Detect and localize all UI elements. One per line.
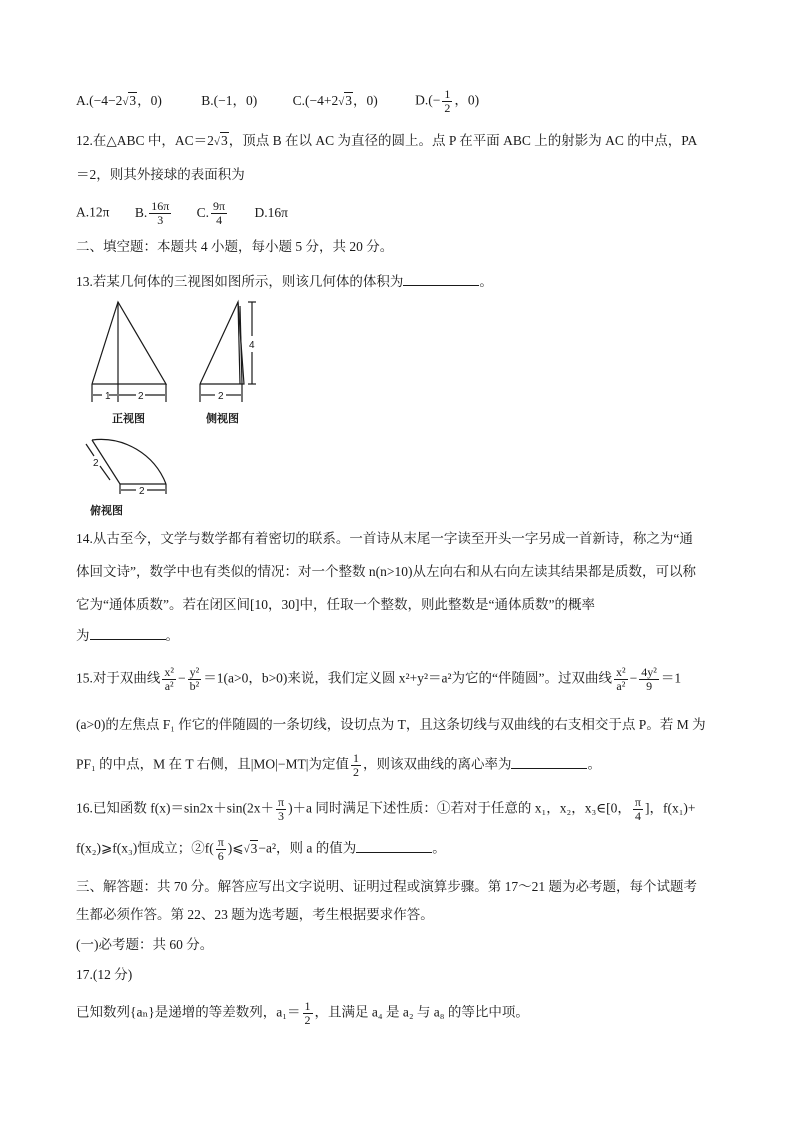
q14-line1: 14.从古至今，文学与数学都有着密切的联系。一首诗从末尾一字读至开头一字另成一首新诗，称之为“通: [76, 531, 693, 546]
q12-option-b: B. $\frac{16\pi}{3}$: [134, 199, 170, 227]
front-view-figure: [88, 296, 170, 408]
q12-option-d: D.16π: [254, 204, 288, 220]
q16-line2: f(x₂)⩾f(x₃)恒成立；②f( $\frac{\pi}{6}$ )⩽√3−a²，则 a 的值为 。: [76, 835, 446, 863]
top-view-figure: [78, 428, 172, 498]
side-view-figure: [196, 296, 268, 408]
q11-option-b: B.(−1，0): [201, 92, 258, 108]
q15-answer-blank: [511, 755, 587, 769]
q14-line3: 它为“通体质数”。若在闭区间[10，30]中，任取一个整数，则此整数是“通体质数”的概率: [76, 597, 595, 612]
q13-text: 13.若某几何体的三视图如图所示，则该几何体的体积为 。: [76, 274, 493, 289]
top-view-label: 俯视图: [90, 505, 123, 517]
top-slant-dim: 2: [93, 458, 99, 469]
front-view-label: 正视图: [112, 413, 145, 425]
q14-line2: 体回文诗”，数学中也有类似的情况：对一个整数 n(n>10)从左向右和从右向左读其结果都是质数，可以称: [76, 564, 696, 579]
section-2-heading: 二、填空题：本题共 4 小题，每小题 5 分，共 20 分。: [76, 239, 394, 254]
q17-heading: 17.(12 分): [76, 967, 133, 982]
q12-line1: 12.在△ABC 中，AC＝2√3，顶点 B 在以 AC 为直径的圆上。点 P 在平面 ABC 上的射影为 AC 的中点，PA: [76, 133, 698, 148]
q12-line2: ＝2，则其外接球的表面积为: [76, 167, 245, 182]
side-view-label: 侧视图: [206, 413, 239, 425]
top-bottom-dim: 2: [139, 486, 145, 497]
q11-option-a: A.(−4−2√3，0): [76, 92, 162, 108]
front-right-dim: 2: [138, 391, 144, 402]
q12-options: [76, 200, 288, 227]
q15-line3: PF₁ 的中点，M 在 T 右侧，且|MO|−MT|为定值 $\frac{1}{2}$ ，则该双曲线的离心率为 。: [76, 751, 601, 779]
side-height-dim: 4: [249, 340, 255, 351]
section-3-line1: 三、解答题：共 70 分。解答应写出文字说明、证明过程或演算步骤。第 17～21 题为必考题，每个试题考: [76, 879, 697, 894]
q15-line2: (a>0)的左焦点 F₁ 作它的伴随圆的一条切线，设切点为 T，且这条切线与双曲线的右支相交于点 P。若 M 为: [76, 717, 706, 732]
q13-answer-blank: [403, 272, 479, 286]
q12-option-a: A.12π: [76, 204, 110, 220]
q17-text: 已知数列{aₙ}是递增的等差数列，a₁＝ $\frac{1}{2}$ ，且满足 a₄ 是 a₂ 与 a₈ 的等比中项。: [76, 999, 529, 1027]
front-left-dim: 1: [105, 391, 111, 402]
required-questions-heading: (一)必考题：共 60 分。: [76, 937, 214, 952]
q11-option-c: C.(−4+2√3，0): [292, 92, 378, 108]
q11-options: [76, 88, 479, 115]
q14-answer-blank: [90, 626, 166, 640]
q16-answer-blank: [356, 839, 432, 853]
q11-option-d: D.(− $\frac{1}{2}$ ，0): [415, 87, 480, 115]
q15-line1: 15.对于双曲线 $\frac{\text{x²}}{\text{a²}}$ − $\frac{\text{y²}}{\text{b²}}$ ＝1(a>0，b>0)来说，我们定义圆 x²+y²＝a²为它的“伴随圆”。过双曲线 $\frac{\text{x²}}{\text{a²}}$ − $\frac{\text{4y²}}{9}$ ＝1: [76, 665, 682, 693]
q16-line1: 16.已知函数 f(x)＝sin2x＋sin(2x＋ $\frac{\pi}{3}$ )＋a 同时满足下述性质：①若对于任意的 x₁，x₂，x₃∈[0， $\frac{\pi}{4}$ ]，f(x₁)+: [76, 795, 696, 823]
side-bottom-dim: 2: [218, 391, 224, 402]
q14-line4: 为 。: [76, 628, 179, 643]
section-3-line2: 生都必须作答。第 22、23 题为选考题，考生根据要求作答。: [76, 907, 434, 922]
q12-option-c: C. $\frac{9\pi}{4}$: [196, 199, 226, 227]
